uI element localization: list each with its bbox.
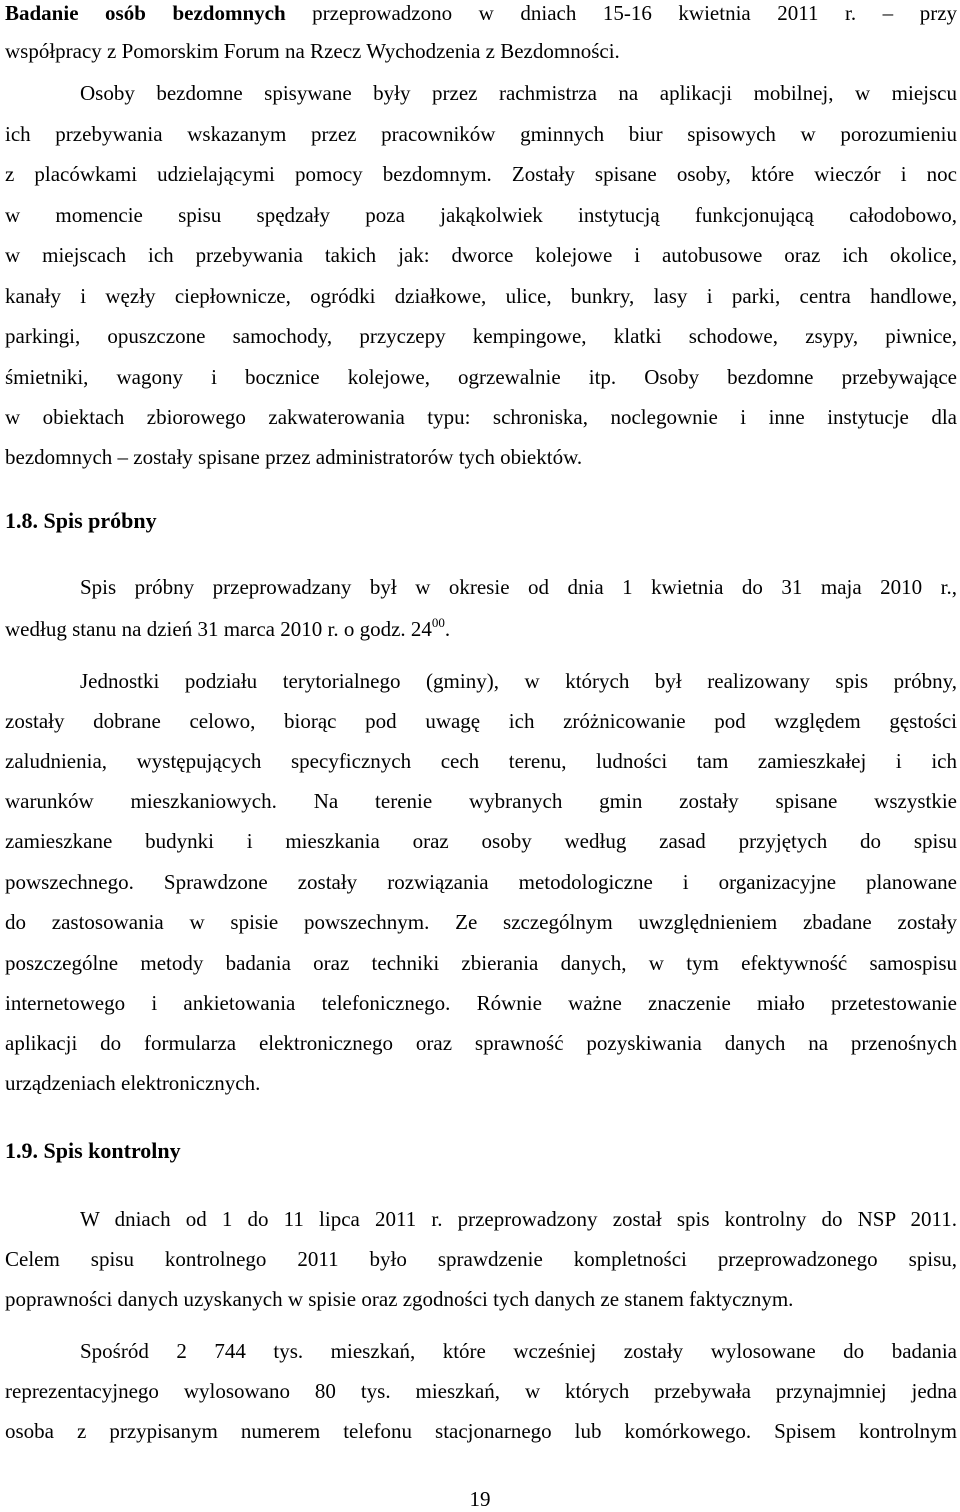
paragraph-line: Osoby bezdomne spisywane były przez rachmistrza na aplikacji mobilnej, w miejscu	[80, 81, 957, 105]
superscript: 00	[431, 615, 445, 630]
paragraph-line: kanały i węzły ciepłownicze, ogródki działkowe, ulice, bunkry, lasy i parki, centra handlowe,	[5, 284, 957, 308]
paragraph-line: zamieszkane budynki i mieszkania oraz osoby według zasad przyjętych do spisu	[5, 829, 957, 853]
paragraph-line: bezdomnych – zostały spisane przez administratorów tych obiektów.	[5, 445, 583, 469]
paragraph-line: powszechnego. Sprawdzone zostały rozwiązania metodologiczne i organizacyjne planowane	[5, 870, 957, 894]
text-run: według stanu na dzień 31 marca 2010 r. o godz. 24	[5, 617, 432, 641]
paragraph-line: w miejscach ich przebywania takich jak: dworce kolejowe i autobusowe oraz ich okolice,	[5, 243, 957, 267]
paragraph-line: z placówkami udzielającymi pomocy bezdomnym. Zostały spisane osoby, które wieczór i noc	[5, 162, 957, 186]
section-heading: 1.8. Spis próbny	[5, 508, 157, 533]
paragraph-line: Spis próbny przeprowadzany był w okresie od dnia 1 kwietnia do 31 maja 2010 r.,	[80, 575, 957, 599]
paragraph-line: W dniach od 1 do 11 lipca 2011 r. przeprowadzony został spis kontrolny do NSP 2011.	[80, 1207, 957, 1231]
paragraph-line: śmietniki, wagony i bocznice kolejowe, ogrzewalnie itp. Osoby bezdomne przebywające	[5, 365, 957, 389]
paragraph-line: do zastosowania w spisie powszechnym. Ze szczególnym uwzględnieniem zbadane zostały	[5, 910, 957, 934]
paragraph-line: osoba z przypisanym numerem telefonu stacjonarnego lub komórkowego. Spisem kontrolnym	[5, 1419, 957, 1443]
paragraph-line: urządzeniach elektronicznych.	[5, 1071, 261, 1095]
paragraph-line: warunków mieszkaniowych. Na terenie wybranych gmin zostały spisane wszystkie	[5, 789, 957, 813]
paragraph-line: Jednostki podziału terytorialnego (gminy), w których był realizowany spis próbny,	[80, 669, 957, 693]
paragraph-line: parkingi, opuszczone samochody, przyczepy kempingowe, klatki schodowe, zsypy, piwnice,	[5, 324, 957, 348]
paragraph-line: współpracy z Pomorskim Forum na Rzecz Wychodzenia z Bezdomności.	[5, 39, 620, 63]
paragraph-line: poszczególne metody badania oraz techniki zbierania danych, w tym efektywność samospisu	[5, 951, 957, 975]
paragraph-line: ich przebywania wskazanym przez pracowników gminnych biur spisowych w porozumieniu	[5, 122, 957, 146]
page-number: 19	[469, 1487, 491, 1511]
paragraph-line: reprezentacyjnego wylosowano 80 tys. mieszkań, w których przebywała przynajmniej jedna	[5, 1379, 957, 1403]
bold-lead: Badanie osób bezdomnych	[5, 1, 286, 25]
paragraph-line: aplikacji do formularza elektronicznego oraz sprawność pozyskiwania danych na przenośnych	[5, 1031, 957, 1055]
paragraph-line	[5, 0, 957, 26]
paragraph-line: zaludnienia, występujących specyficznych cech terenu, ludności tam zamieszkałej i ich	[5, 749, 957, 773]
paragraph-line: w obiektach zbiorowego zakwaterowania typu: schroniska, noclegownie i inne instytucje dla	[5, 405, 957, 429]
text-run: przeprowadzono w dniach 15-16 kwietnia 2011 r. – przy	[285, 1, 958, 25]
paragraph-line: Spośród 2 744 tys. mieszkań, które wcześniej zostały wylosowane do badania	[80, 1339, 957, 1363]
section-heading: 1.9. Spis kontrolny	[5, 1138, 181, 1163]
paragraph-line: zostały dobrane celowo, biorąc pod uwagę ich zróżnicowanie pod względem gęstości	[5, 709, 957, 733]
paragraph-line: Celem spisu kontrolnego 2011 było sprawdzenie kompletności przeprowadzonego spisu,	[5, 1247, 957, 1271]
paragraph-line: poprawności danych uzyskanych w spisie oraz zgodności tych danych ze stanem faktycznym.	[5, 1287, 794, 1311]
text-run: .	[444, 617, 451, 641]
paragraph-line	[5, 616, 957, 642]
paragraph-line: w momencie spisu spędzały poza jakąkolwiek instytucją funkcjonującą całodobowo,	[5, 203, 957, 227]
paragraph-line: internetowego i ankietowania telefonicznego. Równie ważne znaczenie miało przetestowanie	[5, 991, 957, 1015]
